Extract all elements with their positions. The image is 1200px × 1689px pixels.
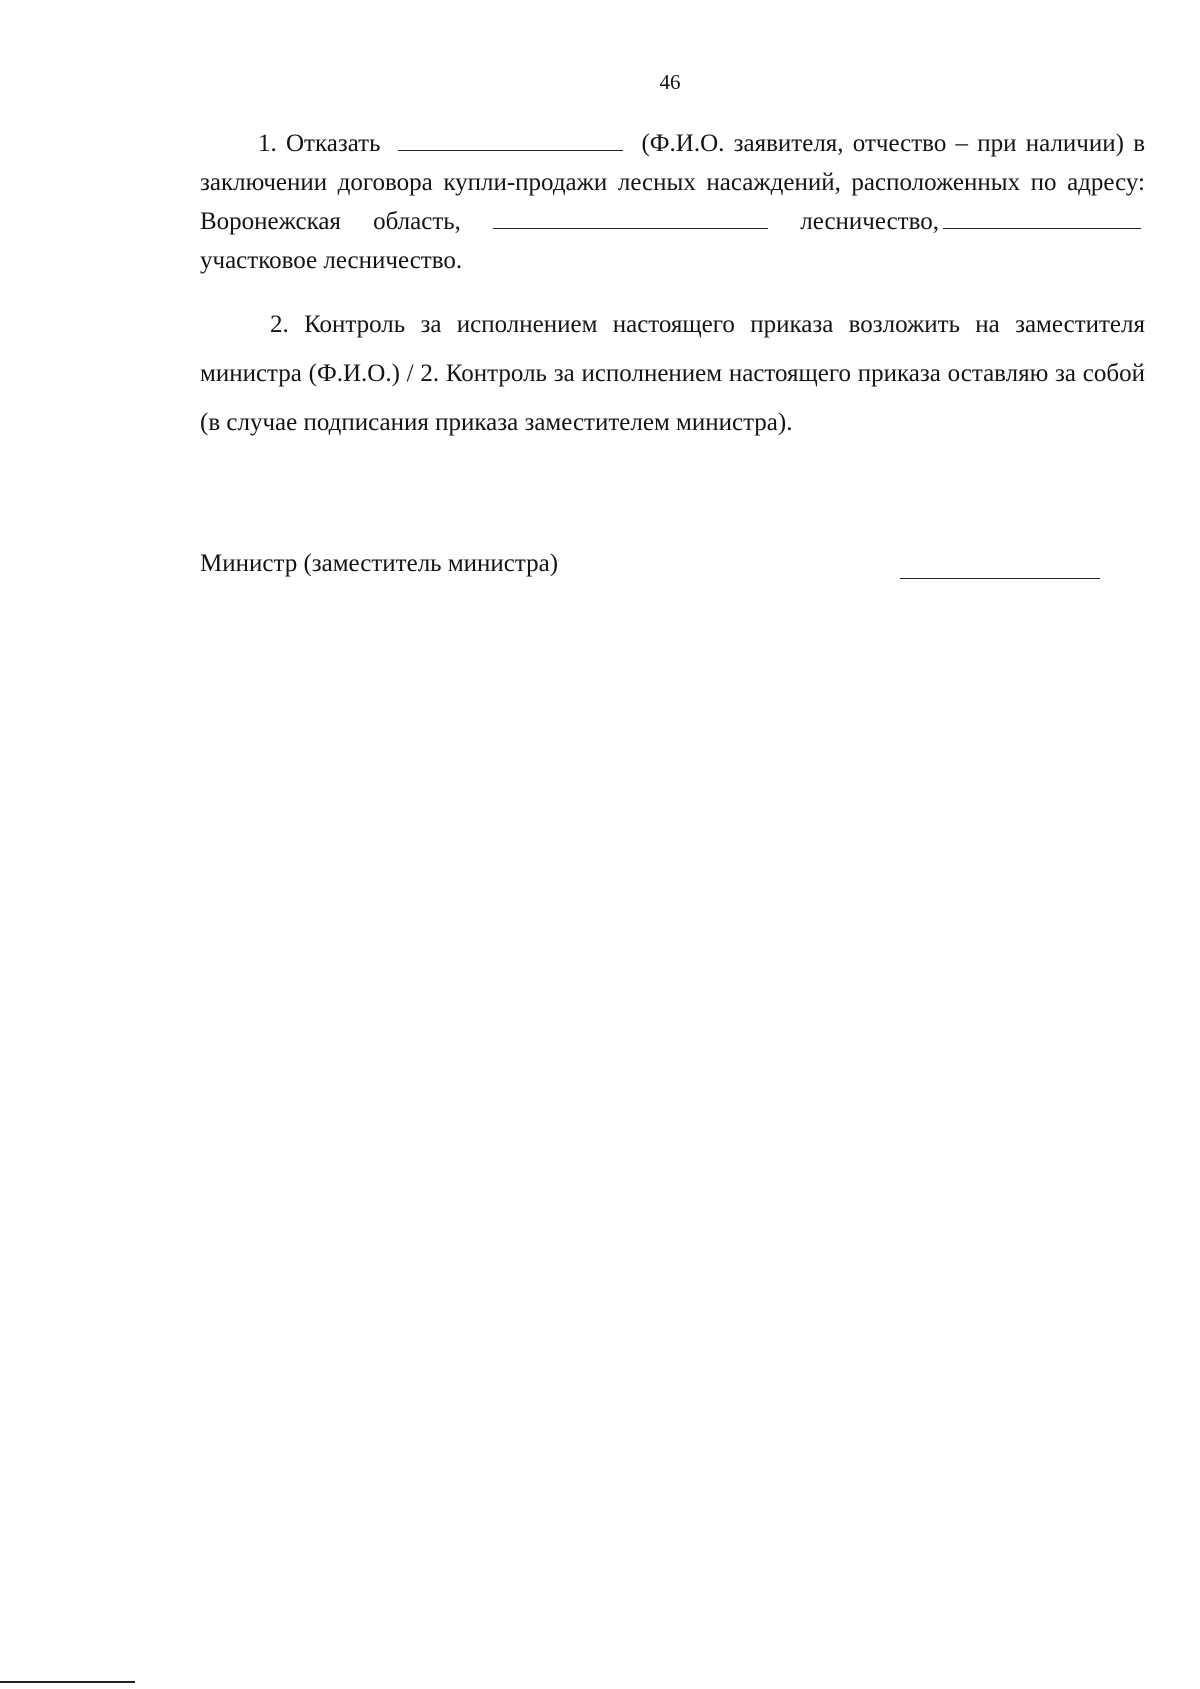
forestry-name-blank bbox=[493, 206, 768, 229]
refuse-verb: Отказать bbox=[285, 130, 381, 157]
paragraph-refusal bbox=[200, 124, 1145, 280]
control-text: 2. Контроль за исполнением настоящего приказа возложить на заместителя министра (Ф.И.О.) / 2. Контроль за исполнением настоящего приказа оставляю за собой (в случае подписания приказа заместителем министра). bbox=[200, 311, 1145, 436]
signature-block bbox=[200, 548, 1100, 580]
applicant-name-blank bbox=[398, 128, 623, 151]
signatory-title: Министр (заместитель министра) bbox=[200, 550, 559, 577]
district-forestry-blank bbox=[943, 206, 1141, 229]
page-number: 46 bbox=[659, 70, 681, 94]
paragraph-control bbox=[200, 300, 1145, 447]
forestry-label: лесничество, bbox=[800, 208, 939, 235]
paragraph-text: (Ф.И.О. заявителя, отчество – при наличии) в заключении договора купли-продажи лесных насаждений, расположенных по адресу: Воронежская область, bbox=[200, 130, 1145, 235]
scan-edge-mark bbox=[0, 1681, 135, 1683]
paragraph-number: 1. bbox=[258, 130, 277, 157]
signature-line bbox=[900, 578, 1100, 579]
district-forestry-label: участковое лесничество. bbox=[200, 247, 463, 274]
